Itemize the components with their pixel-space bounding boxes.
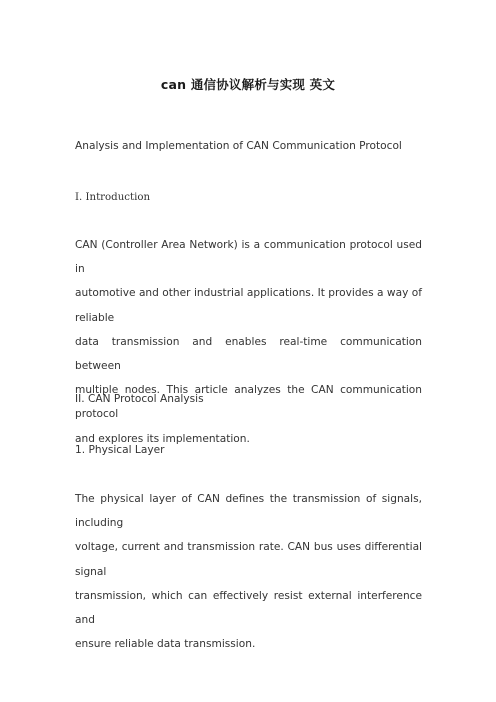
paragraph-line: CAN (Controller Area Network) is a communication protocol used in xyxy=(75,239,422,276)
paragraph-line: data transmission and enables real-time communication between xyxy=(75,335,422,373)
document-title: can 通信协议解析与实现 英文 xyxy=(160,77,336,92)
paragraph-line: automotive and other industrial applications. It provides a way of reliable xyxy=(75,287,422,324)
paragraph-line: voltage, current and transmission rate. CAN bus uses differential signal xyxy=(75,541,422,578)
paragraph-line: transmission, which can effectively resist external interference and xyxy=(75,589,422,627)
physical-layer-paragraph xyxy=(75,487,422,656)
paragraph-line: multiple nodes. This article analyzes the CAN communication protocol xyxy=(75,384,422,421)
paragraph-line: and explores its implementation. xyxy=(75,432,250,445)
section-heading-introduction: I. Introduction xyxy=(75,192,151,203)
section-heading-protocol-analysis: II. CAN Protocol Analysis xyxy=(75,393,204,405)
introduction-paragraph xyxy=(75,233,422,451)
paragraph-line: The physical layer of CAN defines the transmission of signals, including xyxy=(75,493,422,530)
paragraph-line: ensure reliable data transmission. xyxy=(75,638,256,651)
document-subtitle: Analysis and Implementation of CAN Communication Protocol xyxy=(75,140,402,152)
subsection-heading-physical-layer: 1. Physical Layer xyxy=(75,444,165,456)
